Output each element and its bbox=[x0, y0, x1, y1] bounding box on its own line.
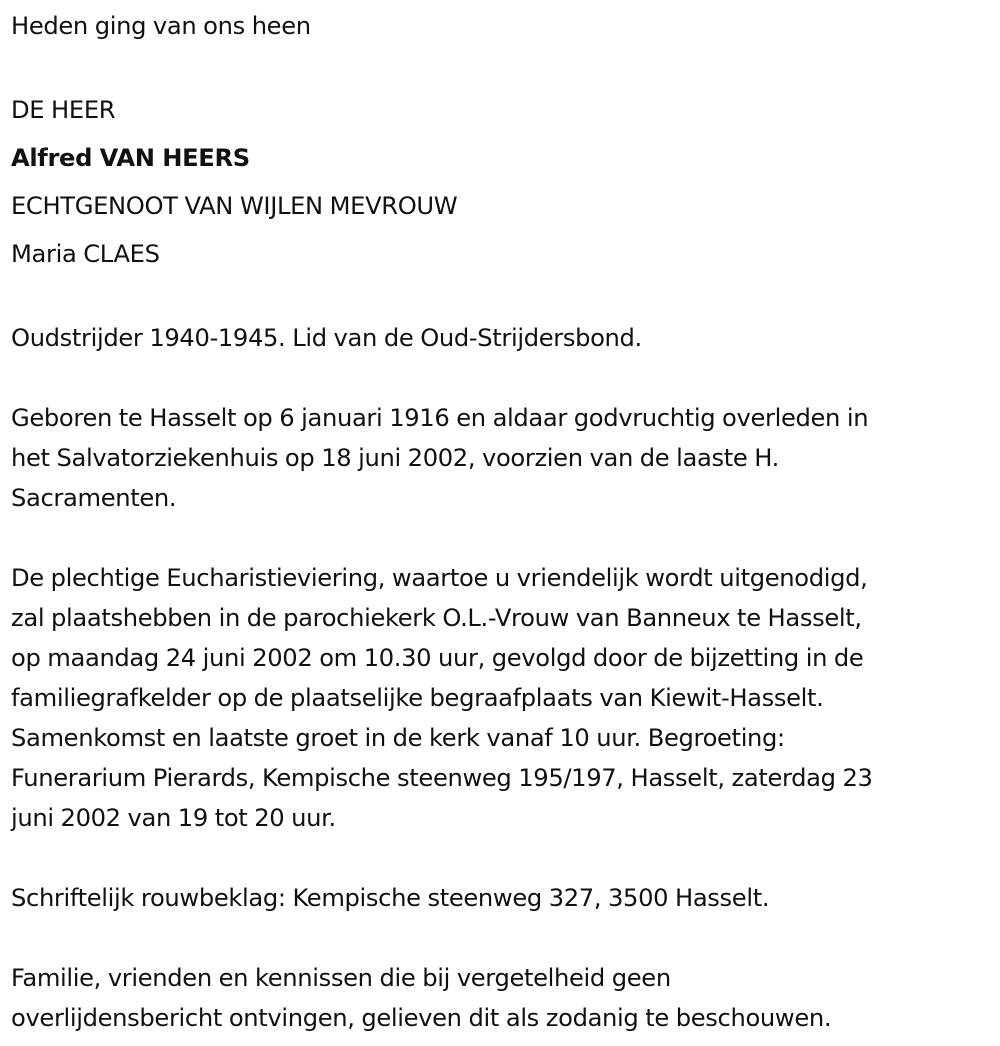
paragraph-line: het Salvatorziekenhuis op 18 juni 2002, voorzien van de laaste H. bbox=[11, 444, 779, 472]
spacer bbox=[11, 838, 988, 878]
paragraph-line: Samenkomst en laatste groet in de kerk vanaf 10 uur. Begroeting: bbox=[11, 724, 785, 752]
honorific-title: DE HEER bbox=[11, 96, 116, 124]
relation-text: ECHTGENOOT VAN WIJLEN MEVROUW bbox=[11, 192, 458, 220]
paragraph-line: overlijdensbericht ontvingen, gelieven dit als zodanig te beschouwen. bbox=[11, 1004, 832, 1032]
condolences-text: Schriftelijk rouwbeklag: Kempische steenweg 327, 3500 Hasselt. bbox=[11, 884, 770, 912]
spacer bbox=[11, 46, 988, 86]
spacer bbox=[11, 918, 988, 958]
birth-death-paragraph bbox=[11, 398, 988, 518]
paragraph-line: juni 2002 van 19 tot 20 uur. bbox=[11, 804, 336, 832]
paragraph-line: Familie, vrienden en kennissen die bij vergetelheid geen bbox=[11, 964, 671, 992]
paragraph-line: Funerarium Pierards, Kempische steenweg 195/197, Hasselt, zaterdag 23 bbox=[11, 764, 873, 792]
paragraph-line: familiegrafkelder op de plaatselijke begraafplaats van Kiewit-Hasselt. bbox=[11, 684, 824, 712]
spouse-name: Maria CLAES bbox=[11, 240, 160, 268]
closing-paragraph bbox=[11, 958, 988, 1038]
paragraph-line: Geboren te Hasselt op 6 januari 1916 en aldaar godvruchtig overleden in bbox=[11, 404, 869, 432]
intro-text: Heden ging van ons heen bbox=[11, 12, 311, 40]
paragraph-line: op maandag 24 juni 2002 om 10.30 uur, gevolgd door de bijzetting in de bbox=[11, 644, 864, 672]
paragraph-line: zal plaatshebben in de parochiekerk O.L.-Vrouw van Banneux te Hasselt, bbox=[11, 604, 862, 632]
paragraph-line: Sacramenten. bbox=[11, 484, 177, 512]
paragraph-line: De plechtige Eucharistieviering, waartoe u vriendelijk wordt uitgenodigd, bbox=[11, 564, 868, 592]
spacer bbox=[11, 278, 988, 318]
deceased-name: Alfred VAN HEERS bbox=[11, 144, 250, 172]
spacer bbox=[11, 358, 988, 398]
name-block bbox=[11, 86, 988, 278]
spacer bbox=[11, 518, 988, 558]
veteran-text: Oudstrijder 1940-1945. Lid van de Oud-Strijdersbond. bbox=[11, 324, 642, 352]
ceremony-paragraph bbox=[11, 558, 988, 838]
